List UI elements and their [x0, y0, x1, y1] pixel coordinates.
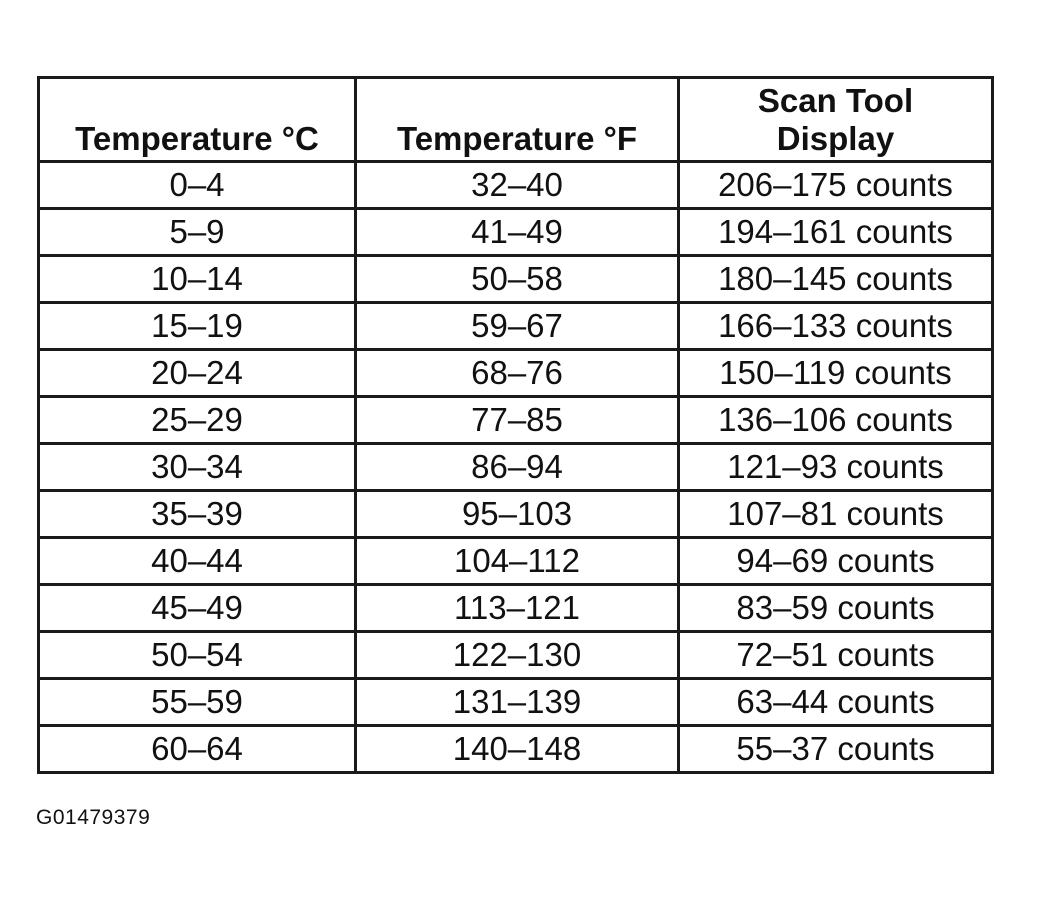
cell-fahrenheit: 104–112: [356, 538, 679, 585]
cell-celsius: 5–9: [39, 209, 356, 256]
header-fahrenheit: Temperature °F: [356, 78, 679, 162]
header-scan-tool-line-2: Display: [776, 120, 895, 157]
cell-scan-tool-counts: 72–51 counts: [679, 632, 993, 679]
figure-id-label: G01479379: [36, 806, 151, 829]
cell-scan-tool-counts: 180–145 counts: [679, 256, 993, 303]
cell-scan-tool-counts: 150–119 counts: [679, 350, 993, 397]
table-row: [39, 585, 993, 632]
cell-celsius: 10–14: [39, 256, 356, 303]
cell-fahrenheit: 131–139: [356, 679, 679, 726]
cell-scan-tool-counts: 107–81 counts: [679, 491, 993, 538]
cell-celsius: 55–59: [39, 679, 356, 726]
table-row: [39, 679, 993, 726]
cell-fahrenheit: 50–58: [356, 256, 679, 303]
header-row: [39, 78, 993, 162]
cell-fahrenheit: 68–76: [356, 350, 679, 397]
table-row: [39, 350, 993, 397]
header-celsius: Temperature °C: [39, 78, 356, 162]
cell-scan-tool-counts: 55–37 counts: [679, 726, 993, 773]
table-row: [39, 538, 993, 585]
temperature-table: [37, 76, 994, 774]
cell-fahrenheit: 41–49: [356, 209, 679, 256]
table-row: [39, 444, 993, 491]
table-row: [39, 726, 993, 773]
cell-fahrenheit: 77–85: [356, 397, 679, 444]
cell-fahrenheit: 59–67: [356, 303, 679, 350]
cell-scan-tool-counts: 83–59 counts: [679, 585, 993, 632]
cell-celsius: 60–64: [39, 726, 356, 773]
cell-scan-tool-counts: 166–133 counts: [679, 303, 993, 350]
table-body: [39, 162, 993, 773]
cell-fahrenheit: 113–121: [356, 585, 679, 632]
table-row: [39, 162, 993, 209]
cell-scan-tool-counts: 136–106 counts: [679, 397, 993, 444]
cell-scan-tool-counts: 194–161 counts: [679, 209, 993, 256]
cell-fahrenheit: 122–130: [356, 632, 679, 679]
cell-scan-tool-counts: 206–175 counts: [679, 162, 993, 209]
cell-celsius: 45–49: [39, 585, 356, 632]
table-row: [39, 256, 993, 303]
cell-scan-tool-counts: 121–93 counts: [679, 444, 993, 491]
cell-celsius: 50–54: [39, 632, 356, 679]
cell-celsius: 35–39: [39, 491, 356, 538]
cell-celsius: 20–24: [39, 350, 356, 397]
table-row: [39, 209, 993, 256]
cell-fahrenheit: 32–40: [356, 162, 679, 209]
cell-celsius: 30–34: [39, 444, 356, 491]
table-row: [39, 303, 993, 350]
table-row: [39, 632, 993, 679]
cell-celsius: 40–44: [39, 538, 356, 585]
cell-fahrenheit: 86–94: [356, 444, 679, 491]
table-header: [39, 78, 993, 162]
cell-fahrenheit: 95–103: [356, 491, 679, 538]
header-scan-tool-display: [679, 78, 993, 162]
cell-scan-tool-counts: 63–44 counts: [679, 679, 993, 726]
cell-celsius: 15–19: [39, 303, 356, 350]
table-row: [39, 491, 993, 538]
header-scan-tool-line-1: Scan Tool: [757, 82, 914, 119]
cell-fahrenheit: 140–148: [356, 726, 679, 773]
cell-scan-tool-counts: 94–69 counts: [679, 538, 993, 585]
cell-celsius: 25–29: [39, 397, 356, 444]
cell-celsius: 0–4: [39, 162, 356, 209]
table-row: [39, 397, 993, 444]
